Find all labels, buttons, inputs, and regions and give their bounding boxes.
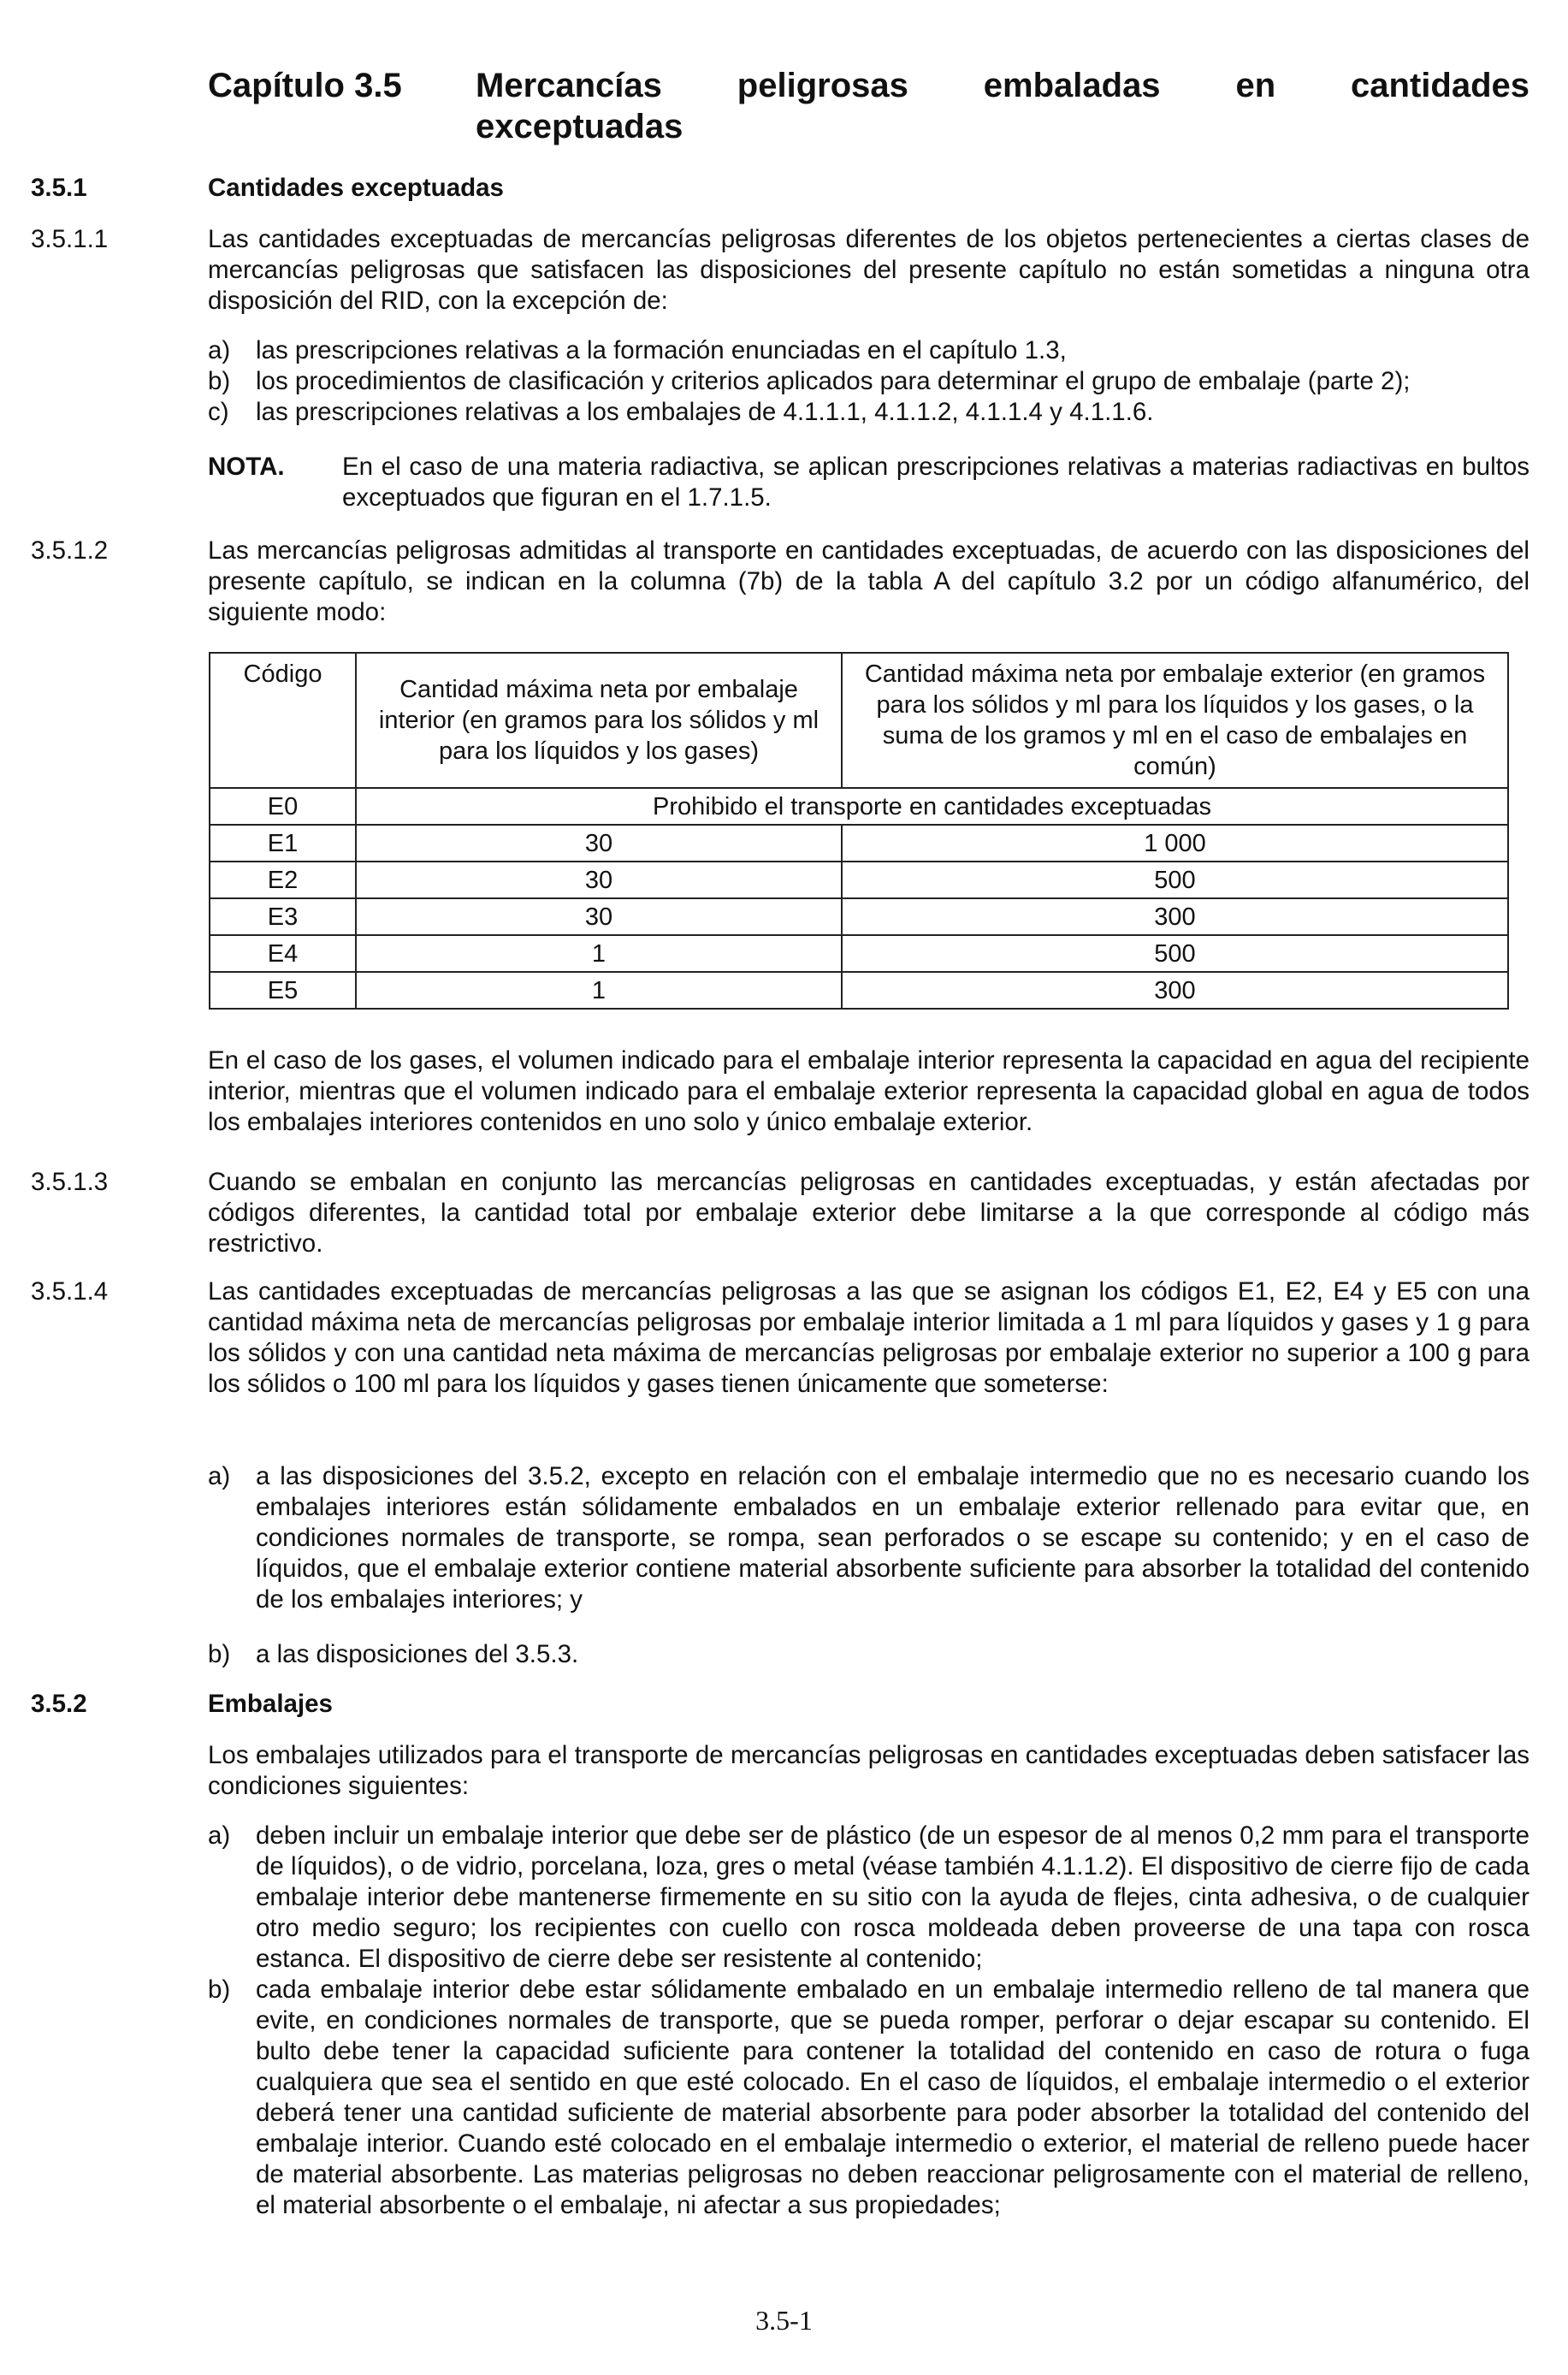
table-cell-code: E3 [210,898,356,935]
table-cell-code: E2 [210,862,356,898]
table-row [210,862,1508,898]
section-title-3-5-1: Cantidades exceptuadas [208,174,504,202]
table-header-code: Código [210,653,356,788]
section-number-3-5-1: 3.5.1 [31,174,87,202]
table-cell-inner: 1 [356,935,842,972]
list-item: b) cada embalaje interior debe estar sólidamente embalado en un embalaje intermedio relleno de tal manera que evite, en condiciones normales de transporte, que se pueda romper, perforar o dejar escapar su contenido. El bulto debe tener la capacidad suficiente para contener la totalidad del contenido en caso de rotura o fuga cualquiera que sea el sentido en que esté colocado. En el caso de líquidos, el embalaje intermedio o el exterior deberá tener una cantidad suficiente de material absorbente para poder absorber la totalidad del contenido del embalaje interior. Cuando esté colocado en el embalaje intermedio o exterior, el material de relleno puede hacer de material absorbente. Las materias peligrosas no deben reaccionar peligrosamente con el material de relleno, el material absorbente o el embalaje, ni afectar a sus propiedades; [208,1975,1530,2219]
list-item: b) a las disposiciones del 3.5.3. [208,1640,579,1668]
table-cell-outer: 500 [842,862,1508,898]
paragraph-3-5-1-3: Cuando se embalan en conjunto las mercancías peligrosas en cantidades exceptuadas, y están afectadas por códigos diferentes, la cantidad total por embalaje exterior debe limitarse a la que corresponde al código más restrictivo. [208,1168,1530,1258]
section-number-3-5-1-4: 3.5.1.4 [31,1277,109,1306]
table-row [210,972,1508,1009]
list-item: b) los procedimientos de clasificación y criterios aplicados para determinar el grupo de embalaje (parte 2); [208,367,1411,395]
list-item: a) deben incluir un embalaje interior que debe ser de plástico (de un espesor de al menos 0,2 mm para el transporte de líquidos), o de vidrio, porcelana, loza, gres o metal (véase también 4.1.1.2). El dispositivo de cierre fijo de cada embalaje interior debe mantenerse firmemente en su sitio con la ayuda de flejes, cinta adhesiva, o de cualquier otro medio seguro; los recipientes con cuello con rosca moldeada deben proveerse de una tapa con rosca estanca. El dispositivo de cierre debe ser resistente al contenido; [208,1821,1530,1973]
table-cell-inner: 30 [356,825,842,862]
chapter-title-line1: Mercancías peligrosas embaladas en cantidades [476,67,1530,104]
paragraph-3-5-1-1: Las cantidades exceptuadas de mercancías peligrosas diferentes de los objetos pertenecientes a ciertas clases de mercancías peligrosas que satisfacen las disposiciones del presente capítulo no están sometidas a ninguna otra disposición del RID, con la excepción de: [208,225,1530,315]
table-cell-code: E1 [210,825,356,862]
table-header-outer: Cantidad máxima neta por embalaje exterior (en gramos para los sólidos y ml para los líquidos y los gases, o la suma de los gramos y ml en el caso de embalajes en común) [842,653,1508,788]
list-item: a) a las disposiciones del 3.5.2, excepto en relación con el embalaje intermedio que no es necesario cuando los embalajes interiores están sólidamente embalados en un embalaje exterior rellenado para evitar que, en condiciones normales de transporte, se rompa, sean perforados o se escape su contenido; y en el caso de líquidos, que el embalaje exterior contiene material absorbente suficiente para absorber la totalidad del contenido de los embalajes interiores; y [208,1462,1530,1614]
table-header-inner: Cantidad máxima neta por embalaje interior (en gramos para los sólidos y ml para los líquidos y los gases) [356,653,842,788]
table-header-row [210,653,1508,788]
section-number-3-5-1-3: 3.5.1.3 [31,1168,109,1196]
paragraph-3-5-2: Los embalajes utilizados para el transporte de mercancías peligrosas en cantidades exceptuadas deben satisfacer las condiciones siguientes: [208,1741,1530,1800]
table-row [210,788,1508,825]
table-row [210,825,1508,862]
section-number-3-5-2: 3.5.2 [31,1690,87,1718]
exempted-quantities-table [209,652,1509,1010]
table-cell-prohibited: Prohibido el transporte en cantidades exceptuadas [356,788,1508,825]
list-item: c) las prescripciones relativas a los embalajes de 4.1.1.1, 4.1.1.2, 4.1.1.4 y 4.1.1.6. [208,398,1154,426]
note-text: En el caso de una materia radiactiva, se aplican prescripciones relativas a materias radiactivas en bultos exceptuados que figuran en el 1.7.1.5. [342,453,1530,512]
table-row [210,898,1508,935]
table-cell-outer: 300 [842,898,1508,935]
table-cell-inner: 30 [356,898,842,935]
note-label: NOTA. [208,453,285,481]
table-cell-outer: 300 [842,972,1508,1009]
section-number-3-5-1-1: 3.5.1.1 [31,225,109,253]
chapter-title-line2: exceptuadas [476,108,683,145]
table-cell-inner: 1 [356,972,842,1009]
table-row [210,935,1508,972]
table-cell-outer: 500 [842,935,1508,972]
page-number: 3.5-1 [755,2305,813,2336]
section-number-3-5-1-2: 3.5.1.2 [31,536,109,565]
table-cell-code: E5 [210,972,356,1009]
paragraph-3-5-1-2: Las mercancías peligrosas admitidas al transporte en cantidades exceptuadas, de acuerdo con las disposiciones del presente capítulo, se indican en la columna (7b) de la tabla A del capítulo 3.2 por un código alfanumérico, del siguiente modo: [208,536,1530,626]
table-cell-code: E4 [210,935,356,972]
table-cell-inner: 30 [356,862,842,898]
paragraph-gases: En el caso de los gases, el volumen indicado para el embalaje interior representa la capacidad en agua del recipiente interior, mientras que el volumen indicado para el embalaje exterior representa la capacidad global en agua de todos los embalajes interiores contenidos en uno solo y único embalaje exterior. [208,1046,1530,1136]
paragraph-3-5-1-4: Las cantidades exceptuadas de mercancías peligrosas a las que se asignan los códigos E1, E2, E4 y E5 con una cantidad máxima neta de mercancías peligrosas por embalaje interior limitada a 1 ml para líquidos y gases y 1 g para los sólidos y con una cantidad neta máxima de mercancías peligrosas por embalaje exterior no superior a 100 g para los sólidos o 100 ml para los líquidos y gases tienen únicamente que someterse: [208,1277,1530,1398]
table-cell-code: E0 [210,788,356,825]
chapter-label: Capítulo 3.5 [208,67,402,104]
section-title-3-5-2: Embalajes [208,1690,333,1718]
table-cell-outer: 1 000 [842,825,1508,862]
list-item: a) las prescripciones relativas a la formación enunciadas en el capítulo 1.3, [208,336,1067,364]
